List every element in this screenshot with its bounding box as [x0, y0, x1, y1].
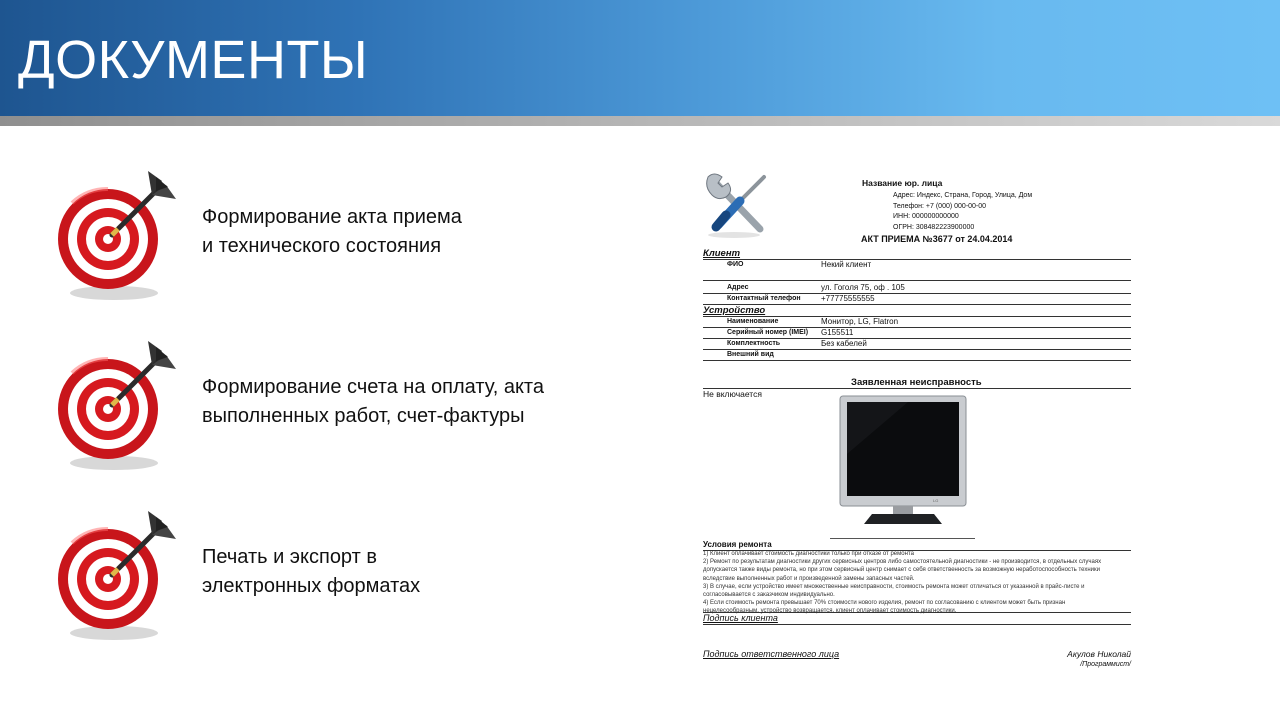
feature-item-print-export — [52, 505, 652, 645]
divider — [703, 360, 1131, 361]
divider — [703, 338, 1131, 339]
wrench-screwdriver-icon — [704, 171, 772, 239]
address-line: Адрес: Индекс, Страна, Город, Улица, Дом — [893, 192, 1033, 199]
serial-label: Серийный номер (IMEI) — [727, 329, 809, 336]
company-address — [893, 191, 1032, 233]
act-title: АКТ ПРИЕМА №3677 от 24.04.2014 — [861, 234, 1013, 244]
target-dart-icon — [52, 335, 192, 475]
conditions-text — [703, 550, 1131, 616]
feature-line: выполненных работ, счет-фактуры — [202, 405, 525, 427]
condition-line: согласовывается с заказчиком индивидуально. — [703, 592, 835, 599]
divider — [703, 293, 1131, 294]
condition-line: нецелесообразным, устройство возвращается, клиент оплачивает стоимость диагностики. — [703, 608, 957, 615]
divider — [703, 624, 1131, 625]
target-dart-icon — [52, 505, 192, 645]
condition-line: 2) Ремонт по результатам диагностики других сервисных центров либо самостоятельной диагностики - не производится, в отдельных случаях — [703, 559, 1102, 566]
feature-line: Печать и экспорт в — [202, 546, 377, 568]
feature-text — [202, 373, 544, 431]
kit-label: Комплектность — [727, 340, 781, 347]
header-divider — [0, 116, 1280, 126]
feature-line: Формирование счета на оплату, акта — [202, 376, 544, 398]
responsible-name: Акулов Николай — [1067, 649, 1131, 659]
divider — [703, 304, 1131, 305]
svg-text:LG: LG — [933, 498, 939, 503]
responsible-role: /Программист/ — [1080, 661, 1131, 668]
divider — [703, 349, 1131, 350]
feature-text — [202, 203, 462, 261]
divider — [703, 280, 1131, 281]
defect-title: Заявленная неисправность — [851, 377, 982, 388]
client-section-title: Клиент — [703, 248, 741, 259]
address-line: Телефон: +7 (000) 000-00-00 — [893, 202, 987, 210]
target-dart-icon — [52, 165, 192, 305]
fio-label: ФИО — [727, 261, 744, 268]
device-name-label: Наименование — [727, 318, 779, 325]
client-signature-label: Подпись клиента — [703, 613, 778, 623]
condition-line: 4) Если стоимость ремонта превышает 70% стоимости нового изделия, ремонт по согласованию с клиентом может быть признан — [703, 600, 1066, 607]
device-name-value: Монитор, LG, Flatron — [821, 317, 899, 326]
divider — [703, 259, 1131, 260]
device-section-title: Устройство — [703, 305, 766, 316]
photo-underline — [830, 538, 975, 539]
serial-value: G155511 — [821, 328, 854, 337]
divider — [703, 316, 1131, 317]
conditions-title: Условия ремонта — [703, 540, 772, 549]
condition-line: 3) В случае, если устройство имеет множественные неисправности, стоимость ремонта может отличаться от указанной в прайс-листе и — [703, 583, 1085, 590]
page-title: ДОКУМЕНТЫ — [18, 30, 369, 90]
feature-text — [202, 543, 420, 601]
acceptance-act-preview — [700, 165, 1140, 685]
responsible-signature-label: Подпись ответственного лица — [703, 649, 840, 659]
address-value: ул. Гоголя 75, оф . 105 — [821, 283, 905, 292]
feature-item-invoice — [52, 335, 652, 475]
company-name: Название юр. лица — [862, 178, 943, 188]
phone-label: Контактный телефон — [727, 295, 801, 302]
condition-line: вследствие выполненных работ и произведенной замены запасных частей. — [703, 575, 915, 582]
defect-value: Не включается — [703, 389, 762, 399]
monitor-photo-icon — [838, 394, 968, 526]
condition-line: допускается также виды ремонта, но при этом сервисный центр снимает с себя ответственность за возможную неработоспособность техники — [703, 567, 1100, 574]
feature-line: и технического состояния — [202, 235, 442, 257]
divider — [703, 388, 1131, 389]
header-banner — [0, 0, 1280, 116]
phone-value: +77775555555 — [821, 294, 875, 303]
address-line: ОГРН: 308482223900000 — [893, 223, 975, 231]
feature-line: электронных форматах — [202, 575, 421, 597]
address-label: Адрес — [727, 284, 749, 291]
feature-item-acceptance-act — [52, 165, 652, 305]
condition-line: 1) Клиент оплачивает стоимость диагностики только при отказе от ремонта — [703, 551, 914, 557]
address-line: ИНН: 000000000000 — [893, 213, 959, 220]
divider — [703, 327, 1131, 328]
fio-value: Некий клиент — [821, 260, 872, 269]
appearance-label: Внешний вид — [727, 351, 774, 358]
kit-value: Без кабелей — [821, 339, 867, 348]
feature-line: Формирование акта приема — [202, 206, 462, 228]
